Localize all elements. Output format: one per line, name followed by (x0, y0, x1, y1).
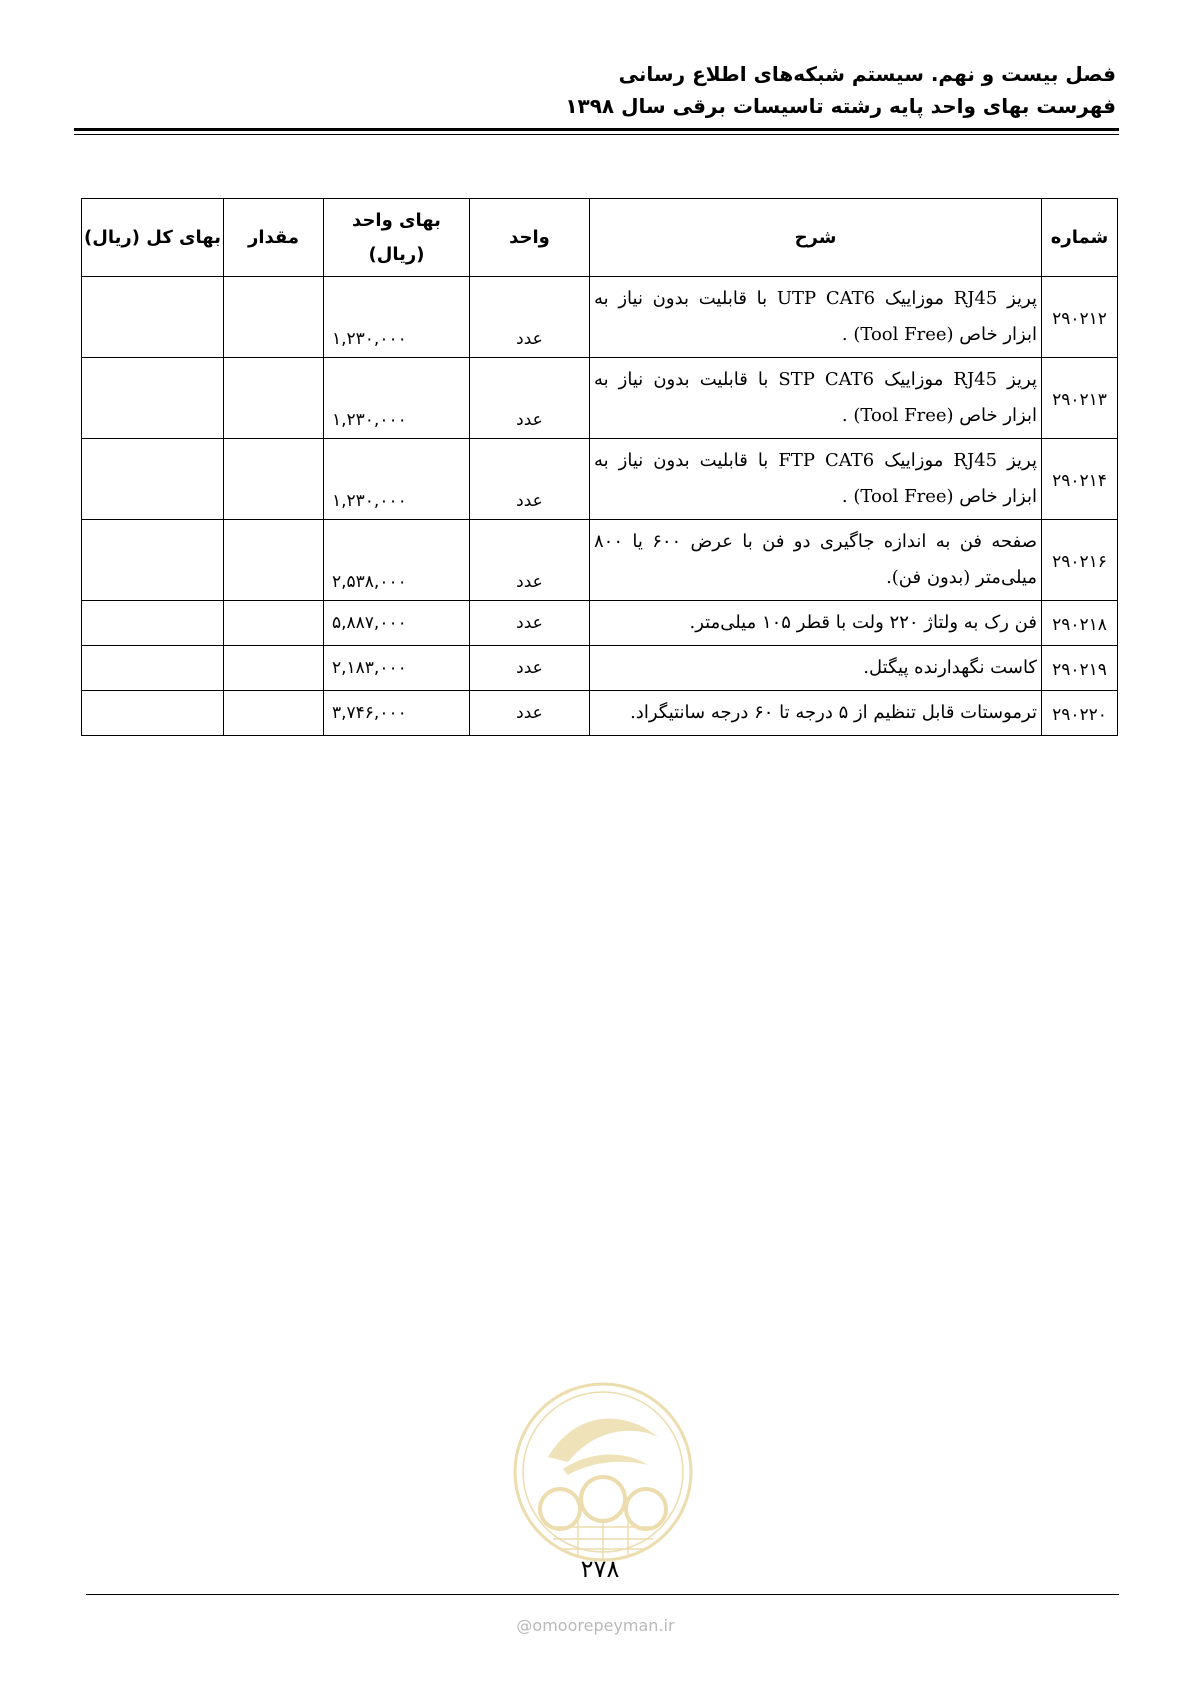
desc-latin: UTP CAT6 (776, 288, 876, 309)
row-total (82, 646, 224, 691)
row-total (82, 691, 224, 736)
row-total (82, 601, 224, 646)
row-total (82, 439, 224, 520)
row-code: ۲۹۰۲۱۶ (1042, 520, 1118, 601)
footer-rule (86, 1594, 1119, 1595)
header-quantity: مقدار (224, 199, 324, 277)
desc-end: . (841, 486, 848, 507)
row-unit-price: ۲,۵۳۸,۰۰۰ (324, 520, 470, 601)
row-unit-price: ۱,۲۳۰,۰۰۰ (324, 277, 470, 358)
row-unit-price: ۲,۱۸۳,۰۰۰ (324, 646, 470, 691)
row-quantity (224, 277, 324, 358)
row-unit-price: ۵,۸۸۷,۰۰۰ (324, 601, 470, 646)
row-unit: عدد (470, 646, 590, 691)
row-quantity (224, 646, 324, 691)
row-unit: عدد (470, 358, 590, 439)
row-description (590, 439, 1042, 520)
page-number: ۲۷۸ (580, 1555, 620, 1583)
row-code: ۲۹۰۲۲۰ (1042, 691, 1118, 736)
row-total (82, 277, 224, 358)
row-unit: عدد (470, 277, 590, 358)
desc-end: . (841, 405, 848, 426)
desc-part: پریز RJ45 موزاییک (884, 450, 1037, 471)
row-quantity (224, 691, 324, 736)
row-unit-price: ۱,۲۳۰,۰۰۰ (324, 358, 470, 439)
row-quantity (224, 601, 324, 646)
row-code: ۲۹۰۲۱۴ (1042, 439, 1118, 520)
row-unit: عدد (470, 439, 590, 520)
row-unit: عدد (470, 691, 590, 736)
row-description: صفحه فن به اندازه جاگیری دو فن با عرض ۶۰۰ یا ۸۰۰ میلی‌متر (بدون فن). (590, 520, 1042, 601)
row-total (82, 358, 224, 439)
header-description: شرح (590, 199, 1042, 277)
row-code: ۲۹۰۲۱۸ (1042, 601, 1118, 646)
header-rule-thick (74, 128, 1119, 131)
desc-end: . (841, 324, 848, 345)
row-unit-price: ۳,۷۴۶,۰۰۰ (324, 691, 470, 736)
chapter-title: فصل بیست و نهم. سیستم شبکه‌های اطلاع رسانی (618, 62, 1116, 86)
page-header (565, 58, 1116, 122)
header-code: شماره (1042, 199, 1118, 277)
desc-paren: (Tool Free) (853, 405, 954, 426)
row-description: ترموستات قابل تنظیم از ۵ درجه تا ۶۰ درجه سانتیگراد. (590, 691, 1042, 736)
desc-latin: STP CAT6 (778, 369, 875, 390)
desc-part: پریز RJ45 موزاییک (884, 288, 1037, 309)
desc-part: پریز RJ45 موزاییک (884, 369, 1037, 390)
row-description (590, 277, 1042, 358)
table-header-row (82, 199, 1118, 277)
price-table (81, 198, 1118, 736)
row-description: فن رک به ولتاژ ۲۲۰ ولت با قطر ۱۰۵ میلی‌متر. (590, 601, 1042, 646)
desc-paren: (Tool Free) (853, 486, 954, 507)
table-row (82, 601, 1118, 646)
row-quantity (224, 520, 324, 601)
header-unit-price (324, 199, 470, 277)
desc-part: با قابلیت بدون نیاز به ابزار خاص (594, 288, 1037, 345)
price-list-title: فهرست بهای واحد پایه رشته تاسیسات برقی سال ۱۳۹۸ (565, 94, 1116, 118)
watermark-url: @omoorepeyman.ir (516, 1616, 675, 1635)
table-row (82, 646, 1118, 691)
row-unit-price: ۱,۲۳۰,۰۰۰ (324, 439, 470, 520)
row-description (590, 358, 1042, 439)
watermark-seal-icon (508, 1377, 698, 1567)
desc-part: با قابلیت بدون نیاز به ابزار خاص (594, 369, 1037, 426)
desc-part: با قابلیت بدون نیاز به ابزار خاص (594, 450, 1037, 507)
row-total (82, 520, 224, 601)
row-unit: عدد (470, 601, 590, 646)
row-unit: عدد (470, 520, 590, 601)
desc-paren: (Tool Free) (853, 324, 954, 345)
header-unit-price-line2: (ریال) (368, 243, 425, 265)
table-row (82, 691, 1118, 736)
row-quantity (224, 358, 324, 439)
header-rule-thin (74, 134, 1119, 135)
header-unit-price-line1: بهای واحد (352, 209, 441, 231)
header-total: بهای کل (ریال) (82, 199, 224, 277)
table-row (82, 520, 1118, 601)
row-code: ۲۹۰۲۱۹ (1042, 646, 1118, 691)
row-description: کاست نگهدارنده پیگتل. (590, 646, 1042, 691)
row-quantity (224, 439, 324, 520)
row-code: ۲۹۰۲۱۲ (1042, 277, 1118, 358)
table-row (82, 439, 1118, 520)
header-unit: واحد (470, 199, 590, 277)
table-row (82, 277, 1118, 358)
table-row (82, 358, 1118, 439)
row-code: ۲۹۰۲۱۳ (1042, 358, 1118, 439)
desc-latin: FTP CAT6 (778, 450, 875, 471)
